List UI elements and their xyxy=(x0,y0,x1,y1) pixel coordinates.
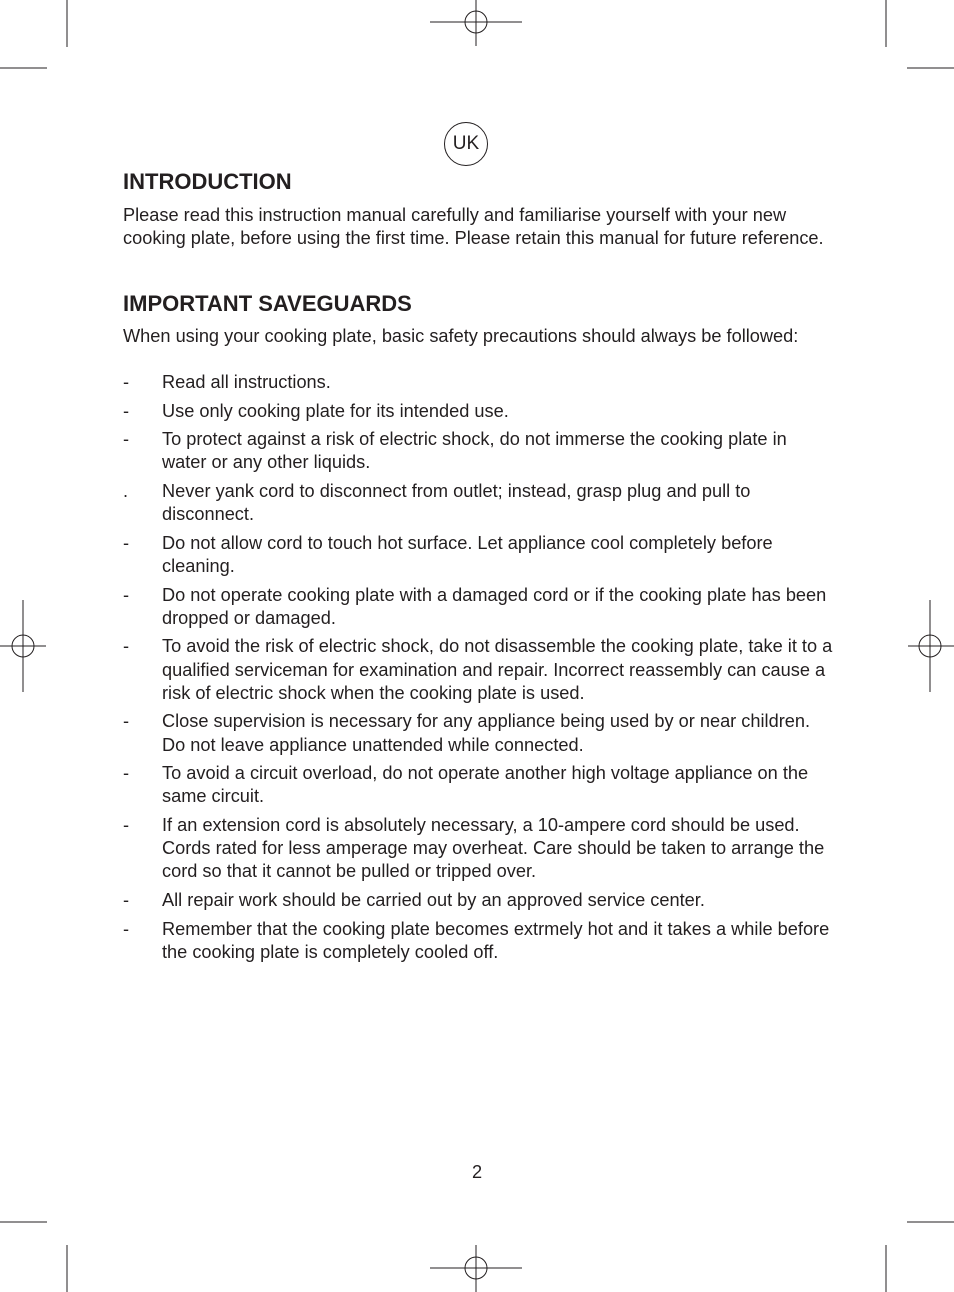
list-bullet: - xyxy=(123,429,130,450)
registration-mark-left xyxy=(0,600,46,692)
list-item-text: To avoid the risk of electric shock, do not disassemble the cooking plate, take it to a qualified serviceman for examination and repair. Incorrect reassembly can cause a risk of electric shock when the cooking plate is used. xyxy=(162,636,833,703)
list-bullet: - xyxy=(123,372,130,392)
list-item xyxy=(123,918,833,964)
list-item-text: Close supervision is necessary for any appliance being used by or near children. Do not leave appliance unattended while connected. xyxy=(162,711,811,755)
list-item xyxy=(123,762,833,808)
list-item-text: All repair work should be carried out by an approved service center. xyxy=(162,889,705,910)
list-item xyxy=(123,889,833,912)
list-item xyxy=(123,635,833,705)
list-bullet: - xyxy=(123,763,130,784)
safeguards-list xyxy=(123,371,833,969)
list-bullet: . xyxy=(123,480,129,501)
list-item xyxy=(123,400,833,423)
list-item xyxy=(123,814,833,884)
list-item xyxy=(123,710,833,756)
list-item-text: Do not operate cooking plate with a damaged cord or if the cooking plate has been dropped or damaged. xyxy=(162,584,827,628)
list-bullet: - xyxy=(123,918,130,939)
safeguards-intro: When using your cooking plate, basic safety precautions should always be followed: xyxy=(123,326,799,346)
registration-mark-right xyxy=(908,600,954,692)
list-item-text: Use only cooking plate for its intended use. xyxy=(162,400,509,421)
introduction-heading: INTRODUCTION xyxy=(123,169,292,194)
list-item xyxy=(123,480,833,526)
list-item xyxy=(123,532,833,578)
introduction-body: Please read this instruction manual carefully and familiarise yourself with your new cooking plate, before using the first time. Please retain this manual for future reference. xyxy=(123,205,824,249)
list-item-text: To avoid a circuit overload, do not operate another high voltage appliance on the same circuit. xyxy=(162,763,809,807)
list-bullet: - xyxy=(123,636,130,657)
list-item-text: Never yank cord to disconnect from outlet; instead, grasp plug and pull to disconnect. xyxy=(162,480,751,525)
page-number: 2 xyxy=(471,1162,483,1182)
list-bullet: - xyxy=(123,711,130,732)
registration-mark-top xyxy=(430,0,522,46)
safeguards-heading: IMPORTANT SAVEGUARDS xyxy=(123,291,412,316)
list-item xyxy=(123,428,833,474)
registration-mark-bottom xyxy=(430,1245,522,1292)
list-item-text: To protect against a risk of electric shock, do not immerse the cooking plate in water or any other liquids. xyxy=(162,429,787,473)
list-item-text: Remember that the cooking plate becomes extrmely hot and it takes a while before the cooking plate is completely cooled off. xyxy=(162,918,830,962)
list-item-text: Read all instructions. xyxy=(162,372,331,392)
list-bullet: - xyxy=(123,889,130,910)
language-badge: UK xyxy=(444,122,488,166)
list-bullet: - xyxy=(123,814,130,835)
list-item xyxy=(123,584,833,630)
list-item-text: If an extension cord is absolutely necessary, a 10-ampere cord should be used. Cords rated for less amperage may overheat. Care should be taken to arrange the cord so that it cannot be pulled or tripped over. xyxy=(162,814,825,882)
list-item-text: Do not allow cord to touch hot surface. Let appliance cool completely before cleaning. xyxy=(162,532,773,576)
list-bullet: - xyxy=(123,400,130,421)
list-item xyxy=(123,371,833,394)
list-bullet: - xyxy=(123,584,130,605)
list-bullet: - xyxy=(123,532,130,553)
